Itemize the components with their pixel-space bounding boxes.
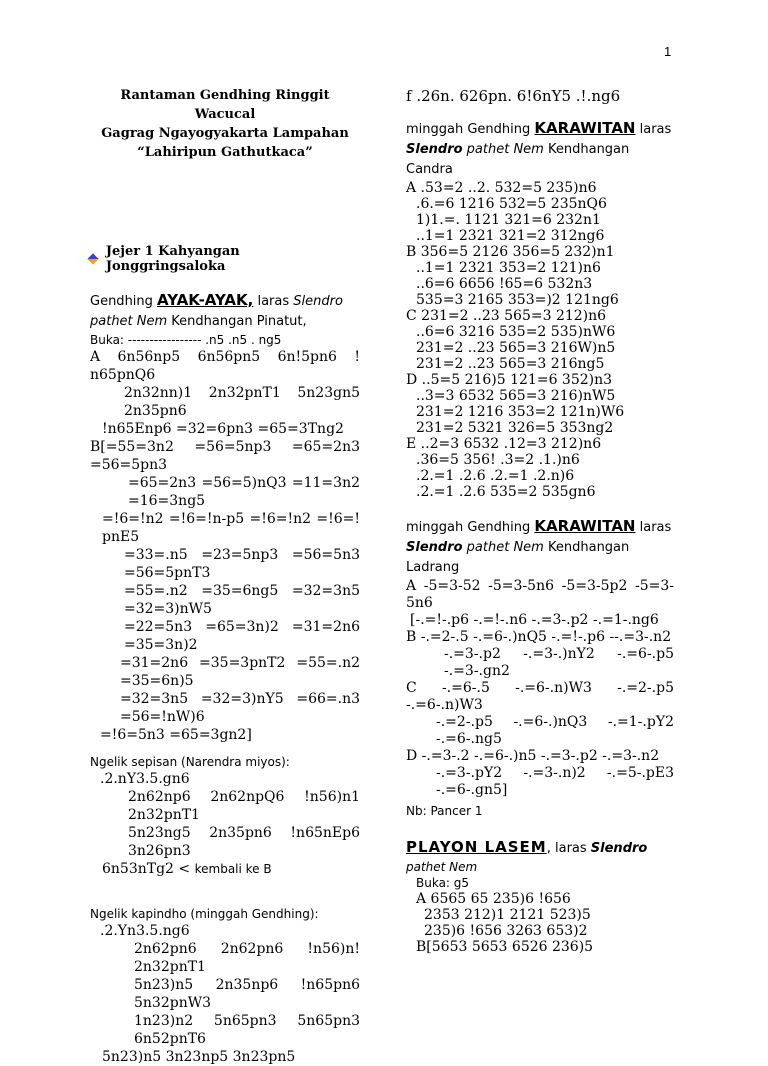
notation-line: [-.=!-.p6 -.=!-.n6 -.=3-.p2 -.=1-.ng6 [410,612,659,628]
page-number: 1 [664,44,672,59]
notation-line: =31=2n6 =35=3pnT2 =55=.n2 =35=6n)5 [120,655,360,689]
notation-block-b [90,770,360,878]
playon-heading [406,837,674,859]
notation-block-a [90,348,360,744]
notation-line: B[=55=3n2 =56=5np3 =65=2n3 =56=5pn3 [90,439,360,473]
notation-line: =32=3n5 =32=3)nY5 =66=.n3 =56=!nW)6 [120,691,360,725]
notation-line: D ..5=5 216)5 121=6 352)n3 [406,372,613,388]
notation-line: C -.=6-.5 -.=6-.n)W3 -.=2-.p5 -.=6-.n)W3 [406,680,674,713]
bullet-diamond-icon [88,254,98,264]
notation-line: 231=2 ..23 565=3 216ng5 [416,356,605,372]
notation-text: 6n53nTg2 < [102,861,191,877]
minggah2-slendro: Slendro [406,540,463,555]
notation-line: 231=2 5321 326=5 353ng2 [416,420,614,436]
minggah2-ladrang: Ladrang [406,560,460,575]
notation-line: B[5653 5653 6526 236)5 [416,939,594,955]
jejer-heading-text: Jejer 1 Kahyangan Jonggringsaloka [105,244,240,274]
notation-line: 1)1.=. 1121 321=6 232n1 [416,212,601,228]
kembali-note: kembali ke B [194,862,272,876]
notation-line: A .53=2 ..2. 532=5 235)n6 [406,180,597,196]
notation-line: C 231=2 ..23 565=3 212)n6 [406,308,607,324]
notation-line: =22=5n3 =65=3n)2 =31=2n6 =35=3n)2 [124,619,360,653]
buka-line: Buka: ----------------- .n5 .n5 . ng5 [90,333,282,347]
playon-laras: , laras [546,841,591,856]
notation-line: 5n23)n5 2n35np6 !n65pn6 5n32pnW3 [134,977,360,1011]
notation-line: .2.=1 .2.6 .2.=1 .2.n)6 [416,468,575,484]
notation-line: 2n62pn6 2n62pn6 !n56)n! 2n32pnT1 [134,941,360,975]
notation-line: 231=2 ..23 565=3 216W)n5 [416,340,616,356]
intro-laras: laras [253,294,294,309]
notation-line: !n65Enp6 =32=6pn3 =65=3Tng2 [102,421,344,437]
minggah-karawitan-ladrang [406,516,674,578]
notation-block-d [406,180,674,500]
notation-line: =!6=!n2 =!6=!n-p5 =!6=!n2 =!6=! pnE5 [102,511,360,545]
intro-prefix: Gendhing [90,294,158,309]
notation-line: ..1=1 2321 321=2 312ng6 [416,228,605,244]
minggah2-prefix: minggah Gendhing [406,520,535,535]
notation-line: A 6565 65 235)6 !656 [416,891,571,907]
notation-line: A -5=3-52 -5=3-5n6 -5=3-5p2 -5=3- 5n6 [406,578,674,611]
notation-line: -.=3-.pY2 -.=3-.n)2 -.=5-.pE3 -.=6-.gn5] [436,765,674,798]
notation-line: =55=.n2 =35=6ng5 =32=3n5 =32=3)nW5 [124,583,360,617]
notation-line: 535=3 2165 353=)2 121ng6 [416,292,619,308]
notation-line: 2353 212)1 2121 523)5 [424,907,591,923]
minggah2-laras: laras [635,520,672,535]
minggah-kendhangan: Kendhangan [543,142,630,157]
notation-line: =!6=5n3 =65=3gn2] [100,727,252,743]
playon-pathet: pathet Nem [406,860,478,874]
notation-line: .2.=1 .2.6 535=2 535gn6 [416,484,596,500]
title-line-2: Gagrag Ngayogyakarta Lampahan [101,126,349,141]
playon-slendro: Slendro [590,841,648,856]
minggah-laras: laras [635,122,672,137]
notation-line: 1n23)n2 5n65pn3 5n65pn3 6n52pnT6 [134,1013,360,1047]
ngelik-kapindho-label: Ngelik kapindho (minggah Gendhing): [90,907,319,921]
notation-line: A 6n56np5 6n56pn5 6n!5pn6 ! n65pnQ6 [90,349,360,383]
intro-slendro: Slendro [293,294,343,309]
buka2-line: Buka: g5 [416,876,470,890]
minggah-karawitan-candra [406,118,674,180]
notation-line: ..6=6 3216 535=2 535)nW6 [416,324,616,340]
minggah-prefix: minggah Gendhing [406,122,535,137]
notation-line: 5n23ng5 2n35pn6 !n65nEp6 3n26pn3 [128,825,360,859]
notation-line: -.=2-.p5 -.=6-.)nQ3 -.=1-.pY2 -.=6-.ng5 [436,714,674,747]
karawitan2-name: KARAWITAN [534,517,636,535]
gendhing-name: AYAK-AYAK, [157,291,254,309]
notation-line: 235)6 !656 3263 653)2 [424,923,588,939]
notation-line: 2n62np6 2n62npQ6 !n56)n1 2n32pnT1 [128,789,360,823]
document-title [90,86,360,162]
nb-pancer: Nb: Pancer 1 [406,804,483,818]
minggah2-pathet: pathet Nem [462,540,544,555]
notation-block-f [406,891,674,955]
notation-line: .36=5 356! .3=2 .1.)n6 [416,452,580,468]
notation-line: 231=2 1216 353=2 121n)W6 [416,404,625,420]
notation-line-with-note [90,860,360,878]
title-line-3: “Lahiripun Gathutkaca” [137,145,313,160]
title-line-1: Rantaman Gendhing Ringgit Wacucal [120,88,330,122]
intro-pathet: pathet Nem [90,314,168,329]
notation-block-e [406,578,674,799]
ngelik-sepisan-label: Ngelik sepisan (Narendra miyos): [90,755,290,769]
playon-name: PLAYON LASEM [406,838,547,856]
notation-line: .2.nY3.5.gn6 [100,771,190,787]
minggah-pathet: pathet Nem [462,142,544,157]
notation-line: B -.=2-.5 -.=6-.)nQ5 -.=!-.p6 --.=3-.n2 [406,629,672,645]
intro-kendhangan: Kendhangan Pinatut, [167,314,307,329]
minggah-candra: Candra [406,162,453,177]
notation-line: 2n32nn)1 2n32pnT1 5n23gn5 2n35pn6 [124,385,360,419]
notation-line: 5n23)n5 3n23np5 3n23pn5 [102,1049,296,1065]
notation-line: ..3=3 6532 565=3 216)nW5 [416,388,616,404]
notation-line: =65=2n3 =56=5)nQ3 =11=3n2 =16=3ng5 [128,475,360,509]
notation-line: ..6=6 6656 !65=6 532n3 [416,276,593,292]
notation-line: .2.Yn3.5.ng6 [100,923,190,939]
minggah2-kendhangan: Kendhangan [543,540,630,555]
right-column [406,86,674,955]
notation-line: B 356=5 2126 356=5 232)n1 [406,244,615,260]
minggah-slendro: Slendro [406,142,463,157]
top-notation-line: f .26n. 626pn. 6!6nY5 .!.ng6 [406,87,621,105]
jejer-heading [90,244,360,274]
notation-line: =33=.n5 =23=5np3 =56=5n3 =56=5pnT3 [124,547,360,581]
gendhing-intro [90,290,360,332]
left-column [90,86,360,1066]
notation-line: D -.=3-.2 -.=6-.)n5 -.=3-.p2 -.=3-.n2 [406,748,660,764]
notation-block-c [90,922,360,1066]
notation-line: E ..2=3 6532 .12=3 212)n6 [406,436,602,452]
notation-line: .6.=6 1216 532=5 235nQ6 [416,196,607,212]
notation-line: -.=3-.p2 -.=3-.)nY2 -.=6-.p5 -.=3-.gn2 [444,646,674,679]
notation-line: ..1=1 2321 353=2 121)n6 [416,260,601,276]
karawitan-name: KARAWITAN [534,119,636,137]
